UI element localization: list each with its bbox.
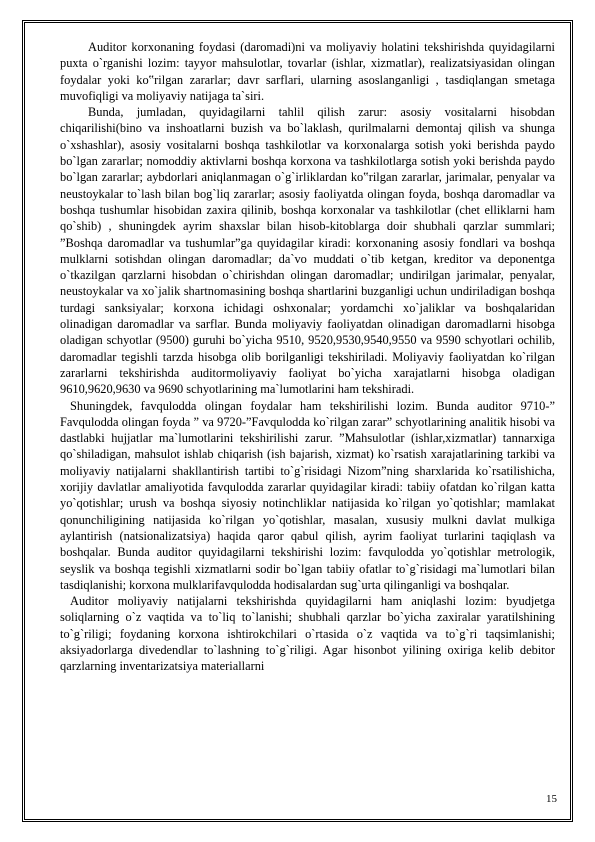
document-body [60,39,555,675]
page-number: 15 [546,793,557,805]
paragraph-financial-results: Auditor moliyaviy natijalarni tekshirishda quyidagilarni ham aniqlashi lozim: byudjetga soliqlarning o`z vaqtida va to`liq to`lanishi; shubhali qarzlar bo`yicha zaxiralar yaratilshining to`g`riligi; foydaning korxona ishtirokchilari o`rtasida o`z vaqtida va to`g`ri taqsimlanishi; aksiyadorlarga divedendlar to`lashning to`g`riligi. Agar hisonbot yilining oxiriga kelib debitor qarzlarning inventarizatsiya materiallarni [60,594,555,674]
paragraph-analysis: Bunda, jumladan, quyidagilarni tahlil qilish zarur: asosiy vositalarni hisobdan chiqarilishi(bino va inshoatlarni buzish va bo`laklash, qurilmalarni demontaj qilish va shunga o`xshashlar), asosiy vositalarni boshqa tashkilotlar va korxonalarga sotish yoki berishda paydo bo`lgan zararlar; nomoddiy aktivlarni boshqa korxona va tashkilotlarga sotish yoki berishda paydo bo`lgan zararlar; aybdorlari aniqlanmagan o`g`irliklardan ko‟rilgan zararlar, jarimalar, penyalar va neustoykalar to`lash bilan bog`liq zararlar; asosiy faoliyatda olingan foyda, boshqa daromadlar va boshqa tushumlar hisobidan zaxira qilinib, boshqa korxonalar va tashkilotlar (chet elliklarni ham qo`shib) , shuningdek ayrim shaxslar bilan hisob-kitoblarga doir shubhali qarzlar summlari; ”Boshqa daromadlar va tushumlar”ga quyidagilar kiradi: korxonaning asosiy fondlari va boshqa mulklarni sotishdan olingan daromadlar; da`vo muddati o`tib ketgan, kreditor va deponentga o`tkazilgan qarzlarni hisobdan o`chirishdan olingan daromadlar; undirilgan jarimalar, penyalar, neustoykalar va xo`jalik shartnomasining boshqa shartlarini buzganligi uchun undiriladigan boshqa turdagi sanksiyalar; korxona ichidagi oshxonalar; yordamchi xo`jaliklar va boshqalaridan olinadigan daromadlar va sarflar. Bunda moliyaviy faoliyatdan olinadigan daromadlarni hisobga oladigan schyotlar (9500) guruhi bo`yicha 9510, 9520,9530,9540,9550 va 9590 schyotlari ochilib, daromadlar tegishli tarzda hisobga olib borilganligi tekshiriladi. Moliyaviy faoliyatdan ko`rilgan zararlarni tekshirishda auditormoliyaviy faoliyat bo`yicha xarajatlarni hisobga oladigan 9610,9620,9630 va 9690 schyotlarining ma`lumotlarini ham tekshiradi. [60,105,555,397]
paragraph-auditor-profit: Auditor korxonaning foydasi (daromadi)ni va moliyaviy holatini tekshirishda quyidagilarni puxta o`rganishi lozim: tayyor mahsulotlar, tovarlar (ishlar, xizmatlar), realizatsiyasidan olingan foydalar yoki ko‟rilgan zararlar; davr sarflari, ularning asoslanganligi , tasdiqlangan smetaga muvofiqligi va moliyaviy natijaga ta`siri. [60,40,555,103]
paragraph-extraordinary: Shuningdek, favqulodda olingan foydalar ham tekshirilishi lozim. Bunda auditor 9710-” Favqulodda olingan foyda ” va 9720-”Favqulodda ko`rilgan zarar” schyotlarining analitik hisobi va dastlabki hujjatlar ma`lumotlarini tekshirilishi zarur. ”Mahsulotlar (ishlar,xizmatlar) tannarxiga qo`shiladigan, mahsulot ishlab chiqarish (ish bajarish, xizmat) ko`rsatish xarajatlarining tarkibi va moliyaviy natijalarni shakllantirish tartibi to`g`risidagi Nizom”ning sharxlarida ko`rsatilishicha, xorijiy davlatlar amaliyotida favqulodda zararlar quyidagilar kiradi: tabiiy ofatdan ko`rilgan katta yo`qotishlar; urush va boshqa siyosiy notinchliklar natijasida ko`rilgan yo`qotishlar; mamlakat qonunchiligining natijasida ko`rilgan yo`qotishlar, masalan, xususiy mulkni davlat mulkiga aylantirish (natsionalizatsiya) haqida qaror qabul qilish, ayrim faoliyat turlarini taqiqlash va boshqalar. Bunda auditor quyidagilarni tekshirishi lozim: favqulodda yo`qotishlar metrologik, seyslik va boshqa tegishli xizmatlarni sodir bo`lgan tabiiy ofatlar to`g`risidagi ma`lumotlari bilan tasdiqlanishi; korxona mulklarifavqulodda hodisalardan sug`urta qilinganligi va boshqalar. [60,398,555,592]
